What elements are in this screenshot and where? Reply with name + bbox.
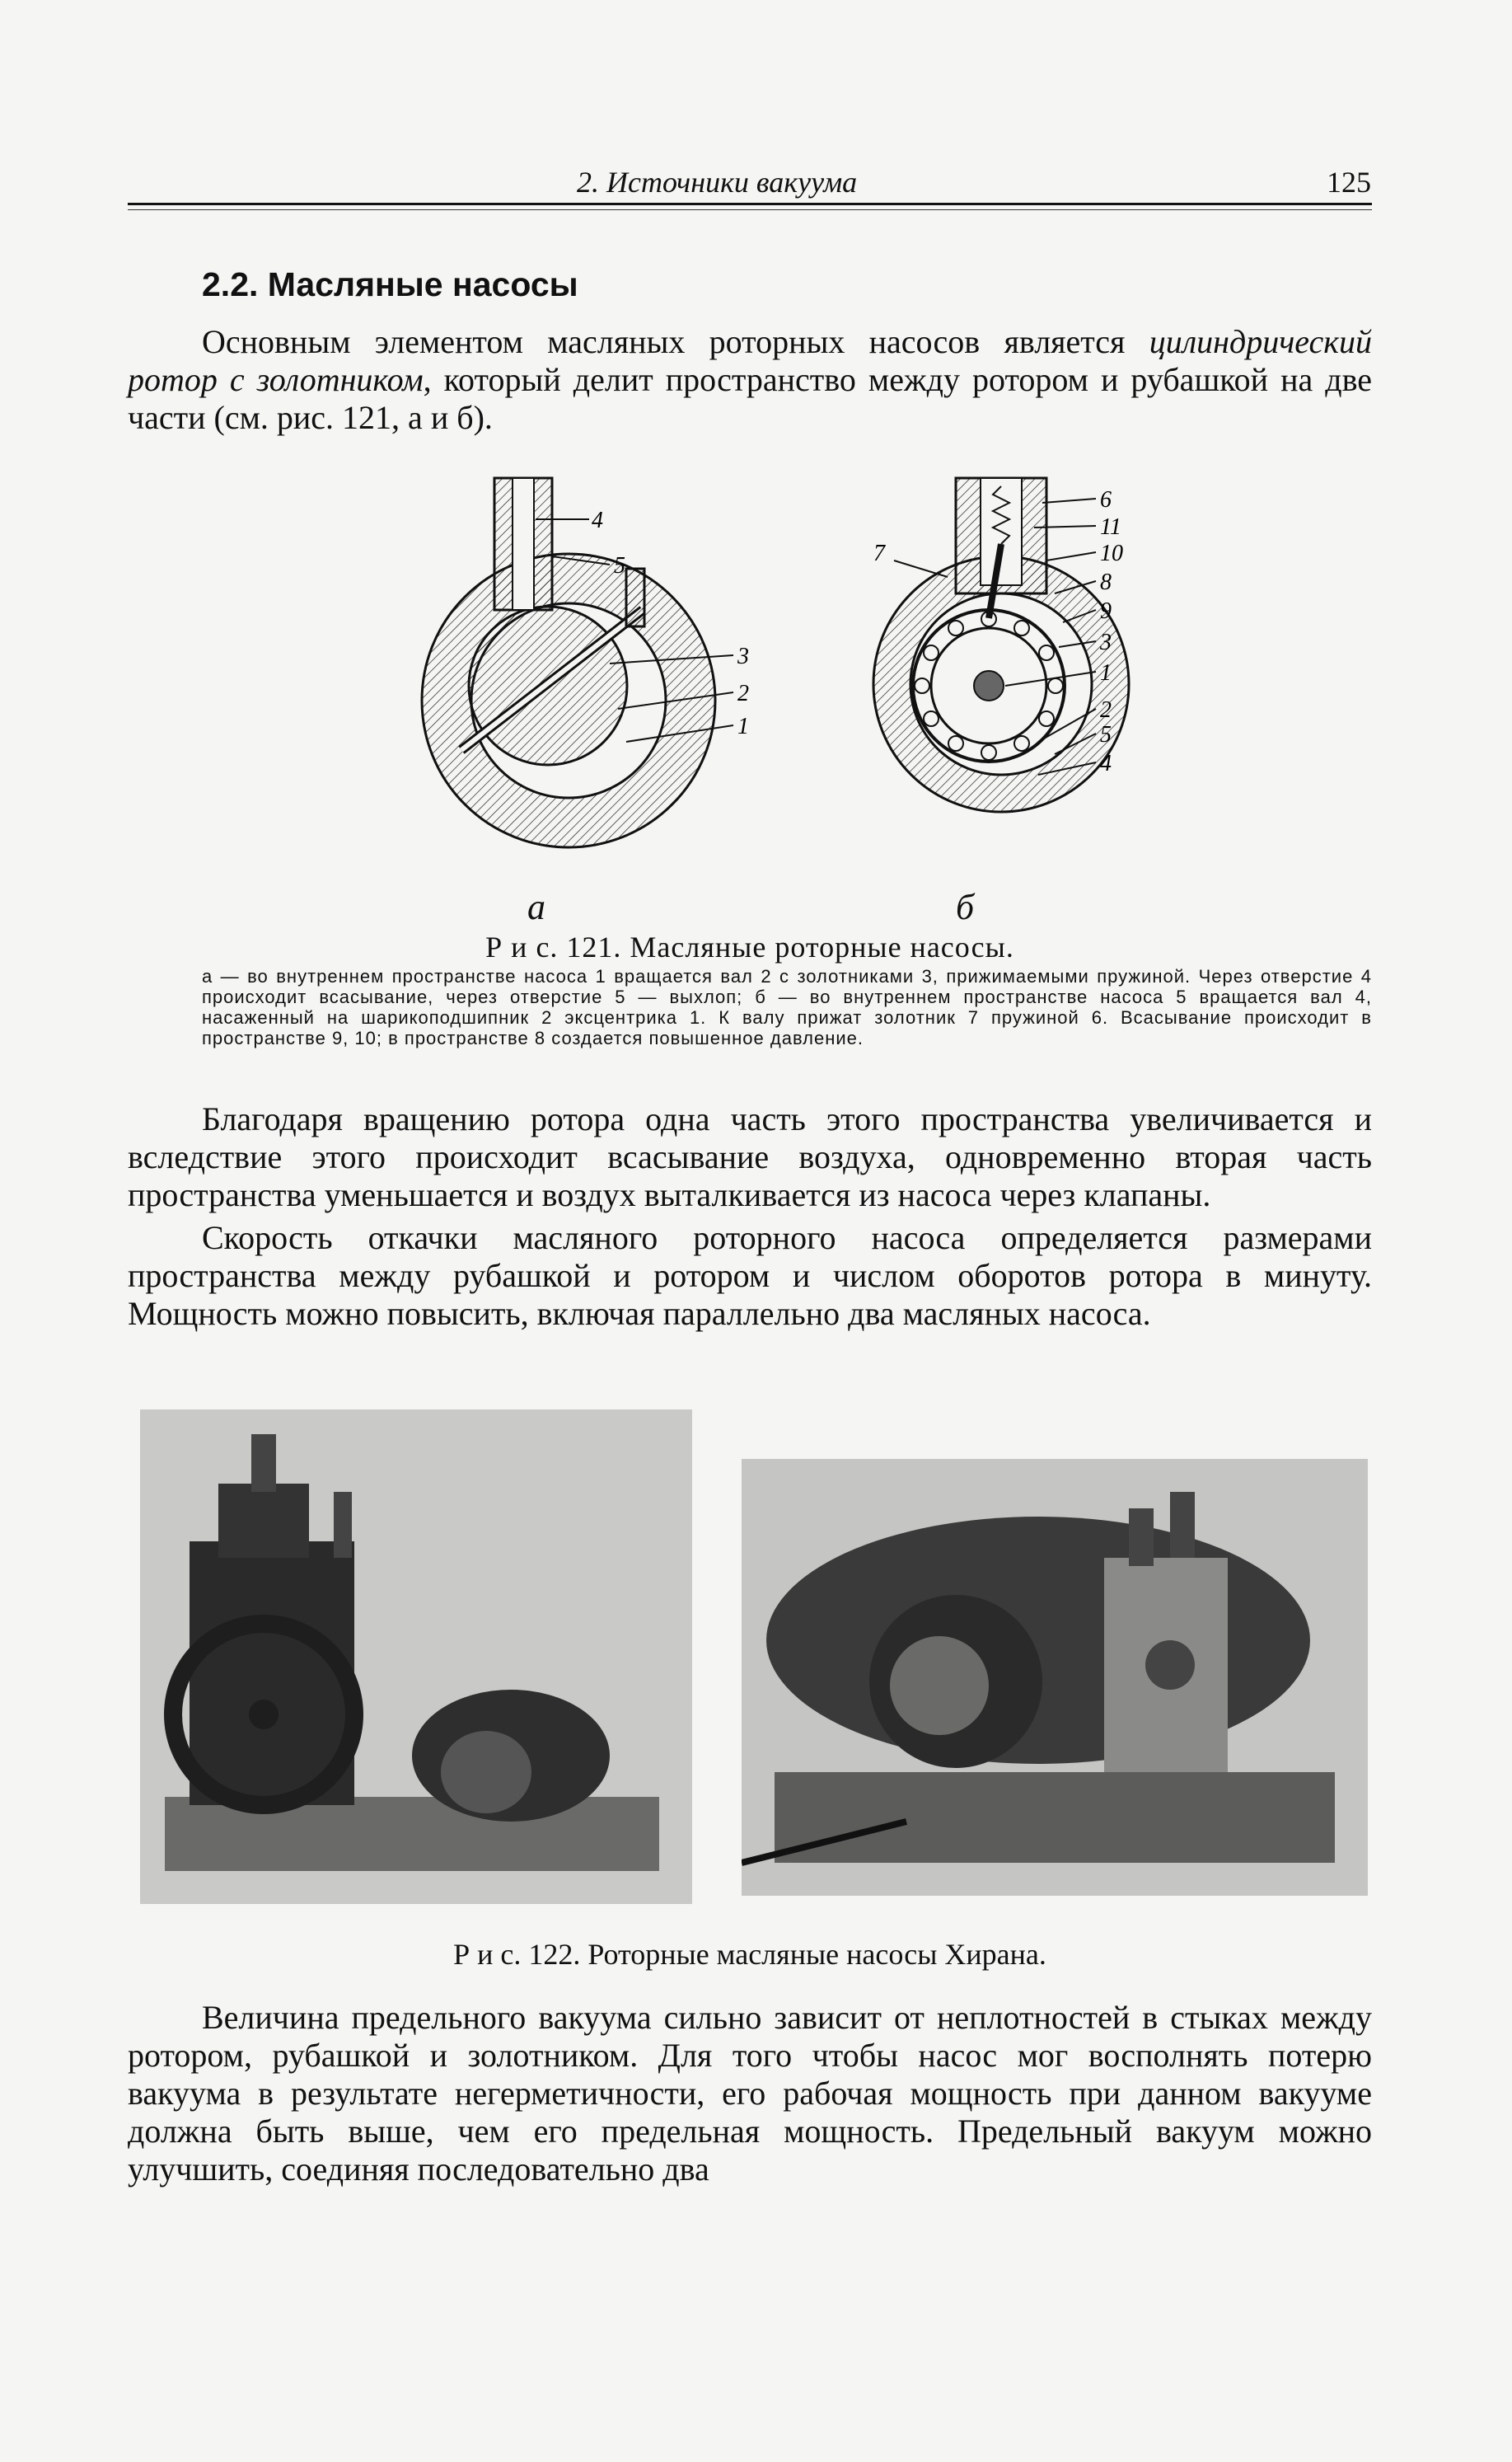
header-rule-thin (128, 209, 1372, 210)
callout-a-3: 3 (737, 644, 749, 669)
intro-paragraph (128, 323, 1372, 437)
callout-a-2: 2 (737, 681, 749, 706)
paragraph-rotation: Благодаря вращению ротора одна часть этого пространства увеличивается и вследствие этого происходит всасывание воздуха, одновременно вторая часть пространства уменьшается и воздух выталкивается из насоса через клапаны. (128, 1100, 1372, 1213)
callout-b-9: 9 (1100, 598, 1112, 624)
pump-base-right (775, 1772, 1335, 1863)
callout-b-4: 4 (1100, 751, 1112, 776)
callout-a-4: 4 (592, 508, 603, 533)
figure-122-caption: Р и с. 122. Роторные масляные насосы Хирана. (453, 1938, 1046, 1971)
callout-b-5: 5 (1100, 722, 1112, 748)
figure-122-photo-left (140, 1409, 692, 1904)
intro-text-1: Основным элементом масляных роторных насосов является (202, 323, 1149, 360)
callout-a-5: 5 (614, 553, 625, 579)
callout-b-6: 6 (1100, 487, 1112, 513)
callout-b-11: 11 (1100, 514, 1121, 540)
figure-122-photo-right (742, 1459, 1368, 1896)
figure-121-caption-title: Р и с. 121. Масляные роторные насосы. (485, 931, 1014, 964)
callout-b-7: 7 (873, 541, 885, 566)
callout-a-1: 1 (737, 714, 749, 739)
intro-emphasis: цилиндрический ротор с золотником (128, 323, 1372, 398)
running-header-title: 2. Источники вакуума (577, 166, 858, 199)
figure-121b-diagram (857, 470, 1203, 849)
header-rule (128, 203, 1372, 205)
callout-b-3: 3 (1100, 630, 1112, 655)
paragraph-ultimate-vacuum-container (128, 1999, 1372, 2188)
figure-label-b: б (956, 887, 975, 927)
exhaust-valve (626, 569, 644, 626)
paragraph-ultimate-vacuum: Величина предельного вакуума сильно зависит от неплотностей в стыках между ротором, рубашкой и золотником. Для того чтобы насос мог восполнять потерю вакуума в результате негерметичности, его рабочая мощность при данном вакууме должна быть выше, чем его предельная мощность. Предельный вакуум можно улучшить, соединяя последовательно два (128, 1999, 1372, 2188)
page-number: 125 (1327, 166, 1371, 199)
section-heading: 2.2. Масляные насосы (202, 265, 578, 303)
paragraph-speed: Скорость откачки масляного роторного насоса определяется размерами пространства между рубашкой и ротором и числом оборотов ротора в минуту. Мощность можно повысить, включая параллельно два масляных насоса. (128, 1219, 1372, 1332)
shaft (974, 671, 1004, 701)
callout-b-8: 8 (1100, 570, 1112, 595)
figure-121a-diagram (371, 470, 799, 865)
figure-label-a: а (527, 887, 545, 927)
intro-text-2: , который делит пространство между ротором и рубашкой на две части (см. рис. 121, а и б). (128, 361, 1373, 436)
callout-b-10: 10 (1100, 541, 1123, 566)
figure-121-caption-text: а — во внутреннем пространстве насоса 1 вращается вал 2 с золотниками 3, прижимаемыми пружиной. Через отверстие 4 происходит всасывание, через отверстие 5 — выхлоп; б — во внутреннем пространстве насоса 5 вращается вал 4, насаженный на шарикоподшипник 2 эксцентрика 1. К валу прижат золотник 7 пружиной 6. Всасывание происходит в пространстве 9, 10; в пространстве 8 создается повышенное давление. (202, 966, 1372, 1048)
body-paragraphs-middle (128, 1100, 1372, 1333)
pump-cover (766, 1517, 1310, 1764)
callout-b-2: 2 (1100, 697, 1112, 723)
callout-b-1: 1 (1100, 660, 1112, 686)
